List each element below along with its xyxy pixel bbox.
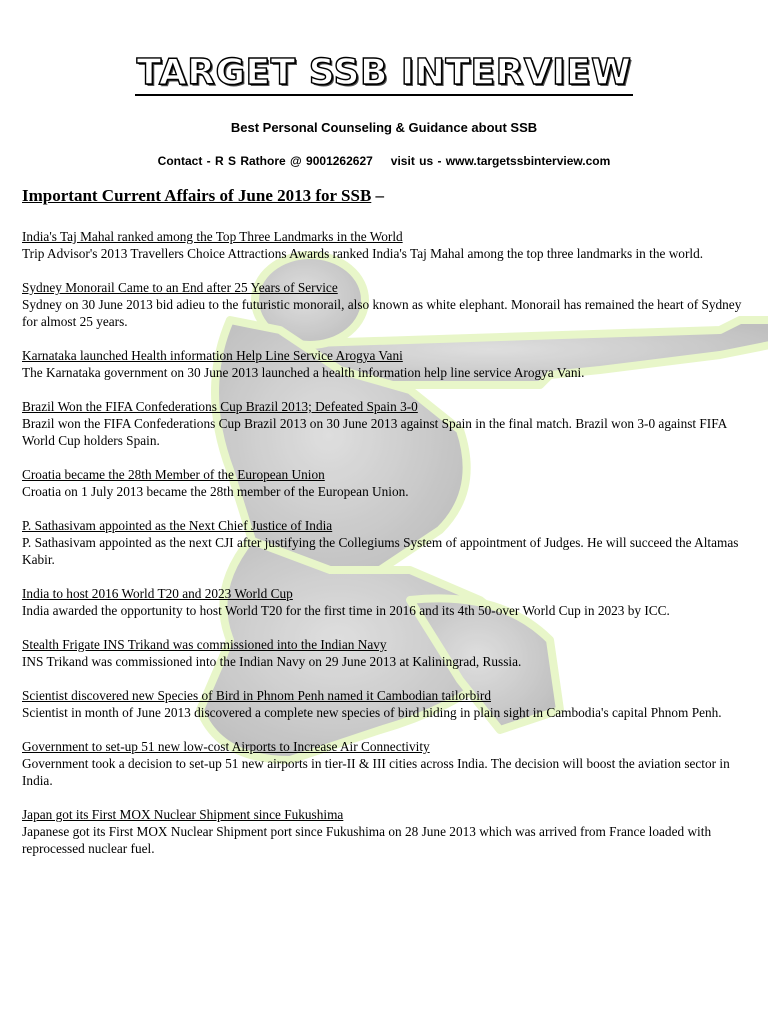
contact-line [0,154,768,168]
article-headline: Scientist discovered new Species of Bird in Phnom Penh named it Cambodian tailorbird [22,688,492,703]
page-title [0,52,768,93]
article-item [22,738,752,789]
article-list [22,228,752,874]
article-item [22,279,752,330]
article-body: Croatia on 1 July 2013 became the 28th member of the European Union. [22,484,409,499]
title-text: TARGET SSB INTERVIEW [135,52,634,96]
article-body: Scientist in month of June 2013 discovered a complete new species of bird hiding in plain sight in Cambodia's capital Phnom Penh. [22,705,722,720]
article-body: The Karnataka government on 30 June 2013 launched a health information help line service Arogya Vani. [22,365,585,380]
article-item [22,517,752,568]
article-headline: P. Sathasivam appointed as the Next Chief Justice of India [22,518,333,533]
article-body: Brazil won the FIFA Confederations Cup Brazil 2013 on 30 June 2013 against Spain in the final match. Brazil won 3-0 against FIFA World Cup holders Spain. [22,416,727,448]
article-item [22,347,752,381]
contact-text: Contact - R S Rathore @ 9001262627 [157,154,373,168]
article-item [22,466,752,500]
article-body: Sydney on 30 June 2013 bid adieu to the futuristic monorail, also known as white elephant. Monorail has remained the heart of Sydney for almost 25 years. [22,297,742,329]
article-body: Government took a decision to set-up 51 new airports in tier-II & III cities across India. The decision will boost the aviation sector in India. [22,756,730,788]
article-headline: Government to set-up 51 new low-cost Airports to Increase Air Connectivity [22,739,430,754]
article-body: Trip Advisor's 2013 Travellers Choice Attractions Awards ranked India's Taj Mahal among the top three landmarks in the world. [22,246,704,261]
article-body: INS Trikand was commissioned into the Indian Navy on 29 June 2013 at Kaliningrad, Russia. [22,654,522,669]
website-text: visit us - www.targetssbinterview.com [390,154,611,168]
article-headline: Karnataka launched Health information Help Line Service Arogya Vani [22,348,403,363]
article-body: P. Sathasivam appointed as the next CJI after justifying the Collegiums System of appointment of Judges. He will succeed the Altamas Kabir. [22,535,739,567]
article-item [22,398,752,449]
article-item [22,585,752,619]
section-heading-text: Important Current Affairs of June 2013 for SSB [22,186,372,205]
article-item [22,636,752,670]
article-headline: Stealth Frigate INS Trikand was commissioned into the Indian Navy [22,637,387,652]
article-item [22,687,752,721]
article-headline: Sydney Monorail Came to an End after 25 Years of Service [22,280,338,295]
article-headline: Croatia became the 28th Member of the European Union [22,467,325,482]
article-item [22,806,752,857]
section-heading [22,186,384,206]
article-headline: Brazil Won the FIFA Confederations Cup Brazil 2013; Defeated Spain 3-0 [22,399,418,414]
article-headline: Japan got its First MOX Nuclear Shipment since Fukushima [22,807,344,822]
article-headline: India to host 2016 World T20 and 2023 World Cup [22,586,293,601]
article-body: Japanese got its First MOX Nuclear Shipment port since Fukushima on 28 June 2013 which was arrived from France loaded with reprocessed nuclear fuel. [22,824,712,856]
article-item [22,228,752,262]
page-subtitle: Best Personal Counseling & Guidance about SSB [230,120,538,135]
article-body: India awarded the opportunity to host World T20 for the first time in 2016 and its 4th 50-over World Cup in 2023 by ICC. [22,603,670,618]
section-heading-suffix: – [371,186,385,205]
article-headline: India's Taj Mahal ranked among the Top Three Landmarks in the World [22,229,403,244]
